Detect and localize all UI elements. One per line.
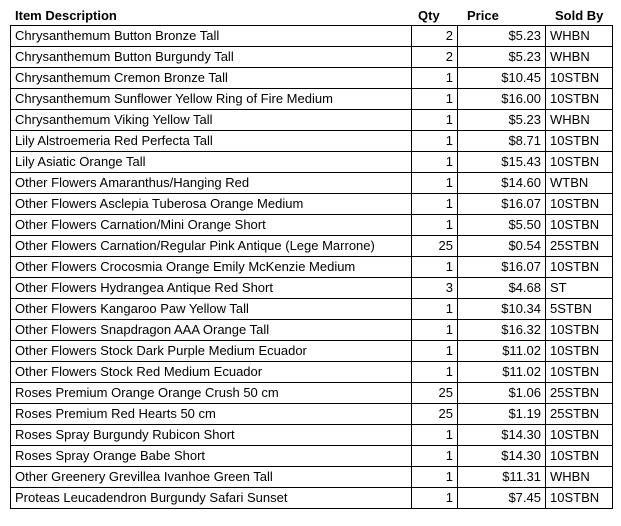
- header-item-description: Item Description: [15, 8, 117, 23]
- sold-by-cell: 25STBN: [546, 383, 613, 404]
- qty-cell: 2: [412, 26, 458, 47]
- table-row: [11, 320, 613, 341]
- item-description-cell: Other Flowers Asclepia Tuberosa Orange Medium: [11, 194, 412, 215]
- price-cell: $5.23: [458, 47, 546, 68]
- header-price: Price: [467, 8, 499, 23]
- table-row: [11, 299, 613, 320]
- item-description-cell: Chrysanthemum Cremon Bronze Tall: [11, 68, 412, 89]
- item-description-cell: Lily Asiatic Orange Tall: [11, 152, 412, 173]
- item-description-cell: Roses Spray Orange Babe Short: [11, 446, 412, 467]
- item-description-cell: Roses Spray Burgundy Rubicon Short: [11, 425, 412, 446]
- price-cell: $5.23: [458, 110, 546, 131]
- table-row: [11, 173, 613, 194]
- sold-by-cell: 10STBN: [546, 89, 613, 110]
- qty-cell: 1: [412, 152, 458, 173]
- item-description-cell: Other Flowers Amaranthus/Hanging Red: [11, 173, 412, 194]
- table-row: [11, 26, 613, 47]
- price-cell: $11.02: [458, 362, 546, 383]
- order-sheet: [10, 6, 613, 509]
- price-cell: $4.68: [458, 278, 546, 299]
- item-description-cell: Other Flowers Carnation/Mini Orange Short: [11, 215, 412, 236]
- item-description-cell: Proteas Leucadendron Burgundy Safari Sunset: [11, 488, 412, 509]
- qty-cell: 1: [412, 341, 458, 362]
- sold-by-cell: 10STBN: [546, 215, 613, 236]
- sold-by-cell: WHBN: [546, 26, 613, 47]
- table-row: [11, 278, 613, 299]
- item-description-cell: Roses Premium Orange Orange Crush 50 cm: [11, 383, 412, 404]
- sold-by-cell: WHBN: [546, 47, 613, 68]
- item-description-cell: Other Flowers Stock Dark Purple Medium Ecuador: [11, 341, 412, 362]
- sold-by-cell: 10STBN: [546, 257, 613, 278]
- qty-cell: 1: [412, 89, 458, 110]
- price-cell: $7.45: [458, 488, 546, 509]
- sold-by-cell: 10STBN: [546, 362, 613, 383]
- price-cell: $16.32: [458, 320, 546, 341]
- sold-by-cell: 10STBN: [546, 131, 613, 152]
- table-row: [11, 383, 613, 404]
- sold-by-cell: WTBN: [546, 173, 613, 194]
- qty-cell: 2: [412, 47, 458, 68]
- qty-cell: 1: [412, 488, 458, 509]
- table-row: [11, 68, 613, 89]
- sold-by-cell: 25STBN: [546, 404, 613, 425]
- price-cell: $1.06: [458, 383, 546, 404]
- sold-by-cell: 10STBN: [546, 320, 613, 341]
- item-description-cell: Chrysanthemum Sunflower Yellow Ring of Fire Medium: [11, 89, 412, 110]
- item-description-cell: Other Flowers Stock Red Medium Ecuador: [11, 362, 412, 383]
- qty-cell: 1: [412, 299, 458, 320]
- sold-by-cell: 10STBN: [546, 425, 613, 446]
- qty-cell: 25: [412, 383, 458, 404]
- sold-by-cell: WHBN: [546, 467, 613, 488]
- header-qty: Qty: [418, 8, 440, 23]
- table-row: [11, 215, 613, 236]
- sold-by-cell: 10STBN: [546, 152, 613, 173]
- item-description-cell: Other Flowers Hydrangea Antique Red Short: [11, 278, 412, 299]
- table-row: [11, 47, 613, 68]
- item-description-cell: Chrysanthemum Button Bronze Tall: [11, 26, 412, 47]
- table-row: [11, 425, 613, 446]
- item-description-cell: Other Flowers Snapdragon AAA Orange Tall: [11, 320, 412, 341]
- qty-cell: 1: [412, 68, 458, 89]
- price-cell: $5.50: [458, 215, 546, 236]
- table-row: [11, 236, 613, 257]
- price-cell: $14.30: [458, 446, 546, 467]
- header-row: [10, 6, 613, 25]
- qty-cell: 25: [412, 236, 458, 257]
- sold-by-cell: 10STBN: [546, 68, 613, 89]
- price-cell: $11.02: [458, 341, 546, 362]
- qty-cell: 1: [412, 362, 458, 383]
- qty-cell: 1: [412, 194, 458, 215]
- price-cell: $0.54: [458, 236, 546, 257]
- sold-by-cell: 10STBN: [546, 488, 613, 509]
- sold-by-cell: 25STBN: [546, 236, 613, 257]
- table-row: [11, 89, 613, 110]
- table-row: [11, 110, 613, 131]
- table-row: [11, 362, 613, 383]
- table-row: [11, 194, 613, 215]
- price-cell: $10.45: [458, 68, 546, 89]
- qty-cell: 1: [412, 257, 458, 278]
- price-cell: $14.60: [458, 173, 546, 194]
- item-description-cell: Other Greenery Grevillea Ivanhoe Green Tall: [11, 467, 412, 488]
- price-cell: $16.07: [458, 194, 546, 215]
- sold-by-cell: 5STBN: [546, 299, 613, 320]
- sold-by-cell: 10STBN: [546, 194, 613, 215]
- item-description-cell: Chrysanthemum Viking Yellow Tall: [11, 110, 412, 131]
- item-description-cell: Lily Alstroemeria Red Perfecta Tall: [11, 131, 412, 152]
- price-cell: $1.19: [458, 404, 546, 425]
- table-row: [11, 131, 613, 152]
- qty-cell: 1: [412, 320, 458, 341]
- price-cell: $16.00: [458, 89, 546, 110]
- item-description-cell: Roses Premium Red Hearts 50 cm: [11, 404, 412, 425]
- item-description-cell: Other Flowers Carnation/Regular Pink Antique (Lege Marrone): [11, 236, 412, 257]
- table-row: [11, 446, 613, 467]
- price-cell: $14.30: [458, 425, 546, 446]
- header-sold-by: Sold By: [555, 8, 604, 23]
- table-row: [11, 257, 613, 278]
- qty-cell: 1: [412, 467, 458, 488]
- price-cell: $16.07: [458, 257, 546, 278]
- sold-by-cell: 10STBN: [546, 446, 613, 467]
- qty-cell: 1: [412, 425, 458, 446]
- table-row: [11, 488, 613, 509]
- item-description-cell: Other Flowers Crocosmia Orange Emily McKenzie Medium: [11, 257, 412, 278]
- table-row: [11, 341, 613, 362]
- table-row: [11, 467, 613, 488]
- qty-cell: 1: [412, 110, 458, 131]
- price-cell: $8.71: [458, 131, 546, 152]
- price-cell: $5.23: [458, 26, 546, 47]
- sold-by-cell: WHBN: [546, 110, 613, 131]
- price-cell: $10.34: [458, 299, 546, 320]
- item-description-cell: Other Flowers Kangaroo Paw Yellow Tall: [11, 299, 412, 320]
- sold-by-cell: ST: [546, 278, 613, 299]
- item-description-cell: Chrysanthemum Button Burgundy Tall: [11, 47, 412, 68]
- qty-cell: 1: [412, 446, 458, 467]
- qty-cell: 1: [412, 215, 458, 236]
- table-row: [11, 152, 613, 173]
- sold-by-cell: 10STBN: [546, 341, 613, 362]
- qty-cell: 25: [412, 404, 458, 425]
- table-row: [11, 404, 613, 425]
- price-cell: $15.43: [458, 152, 546, 173]
- qty-cell: 1: [412, 173, 458, 194]
- price-cell: $11.31: [458, 467, 546, 488]
- items-table: [10, 25, 613, 509]
- qty-cell: 1: [412, 131, 458, 152]
- qty-cell: 3: [412, 278, 458, 299]
